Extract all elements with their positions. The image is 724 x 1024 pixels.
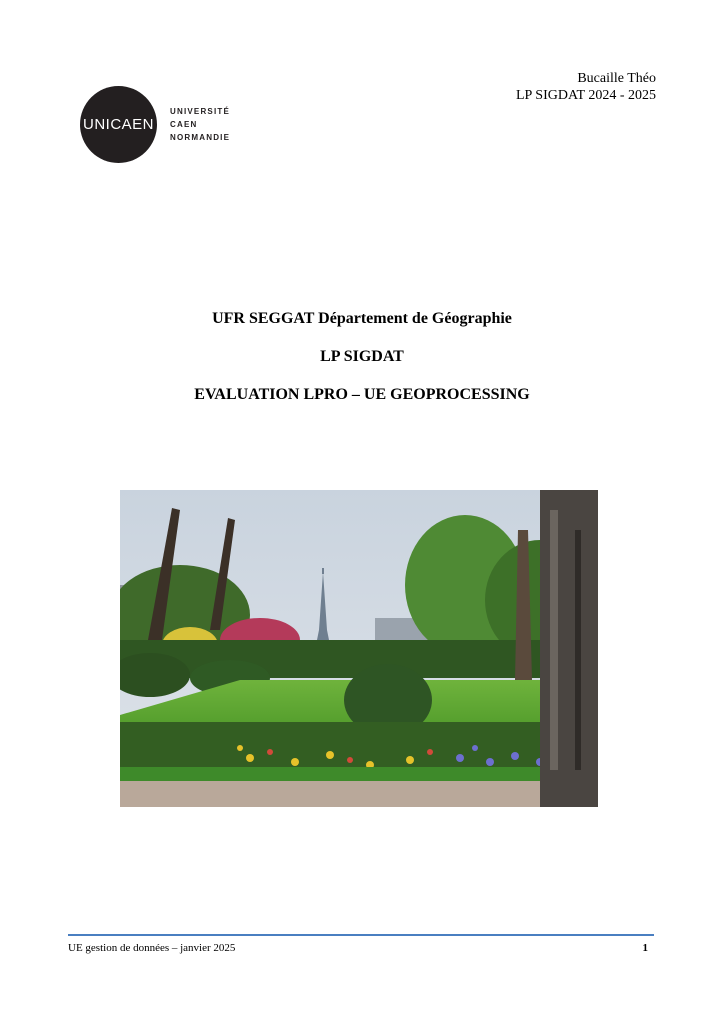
logo-line-1: UNIVERSITÉ bbox=[170, 107, 231, 116]
logo-mark: UNICAEN bbox=[82, 116, 154, 133]
park-illustration bbox=[120, 490, 598, 807]
footer-course: UE gestion de données – janvier 2025 bbox=[68, 942, 236, 954]
department-title: UFR SEGGAT Département de Géographie bbox=[212, 310, 512, 327]
author-name: Bucaille Théo bbox=[577, 71, 656, 86]
logo-line-3: NORMANDIE bbox=[170, 133, 231, 142]
page-number: 1 bbox=[642, 942, 648, 954]
logo-line-2: CAEN bbox=[170, 120, 198, 129]
logo-circle bbox=[80, 86, 157, 163]
university-logo bbox=[80, 86, 230, 163]
program-year: LP SIGDAT 2024 - 2025 bbox=[515, 88, 656, 103]
title-block bbox=[0, 309, 724, 404]
footer-rule bbox=[68, 934, 654, 936]
logo-text bbox=[170, 105, 230, 144]
cover-photo bbox=[120, 490, 598, 807]
program-title: LP SIGDAT bbox=[320, 348, 404, 365]
evaluation-title: EVALUATION LPRO – UE GEOPROCESSING bbox=[194, 386, 530, 403]
author-block bbox=[516, 70, 656, 104]
